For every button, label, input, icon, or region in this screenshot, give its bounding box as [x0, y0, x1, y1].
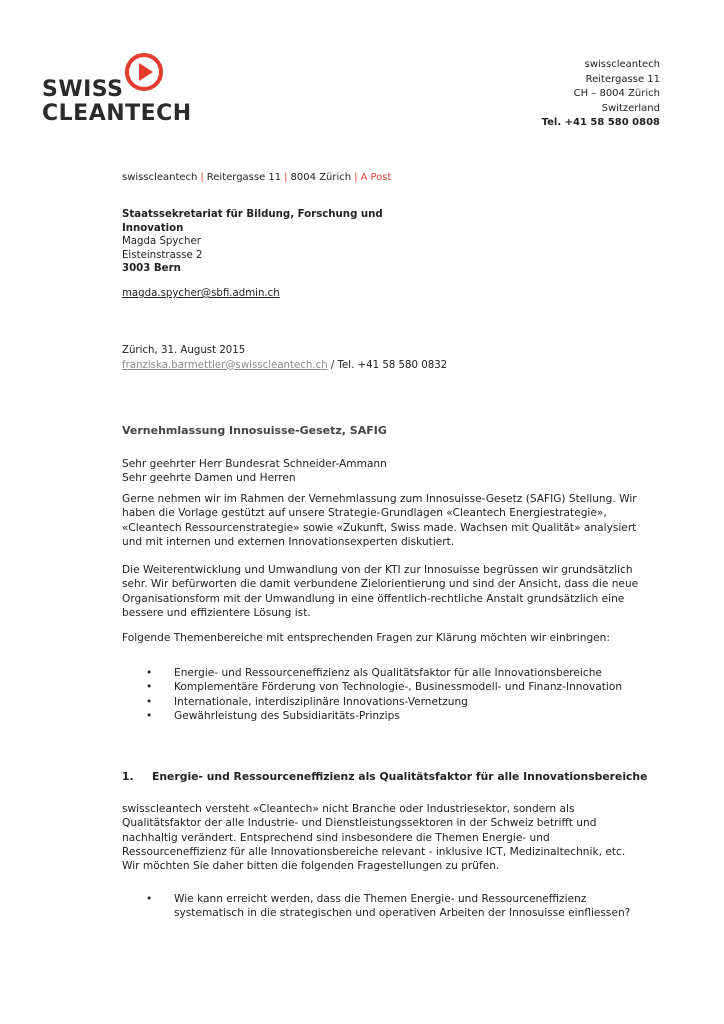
postal-separator: |	[284, 172, 288, 183]
paragraph-cleantech: swisscleantech versteht «Cleantech» nicht Branche oder Industriesektor, sondern als Qualitätsfaktor der alle Industrie- und Dienstleistungssektoren in der Schweiz betrifft und nachhaltig verändert. Entsprechend sind insbesondere die Themen Energie- und Ressourceneffizienz für alle Innovationsbereiche relevant - inklusive ICT, Medizinaltechnik, etc. Wir möchten Sie daher bitten die folgenden Fragestellungen zu prüfen.	[122, 803, 626, 873]
recipient-city: 3003 Bern	[122, 263, 181, 274]
section-number: 1.	[122, 770, 134, 783]
contact-phone: / Tel. +41 58 580 0832	[327, 359, 448, 371]
recipient-person: Magda Spycher	[122, 236, 201, 247]
sender-phone: Tel. +41 58 580 0808	[541, 117, 660, 128]
letter-date: Zürich, 31. August 2015	[122, 345, 246, 356]
list-item: • Internationale, interdisziplinäre Innovations-Vernetzung	[122, 695, 642, 709]
logo-line-2: CLEANTECH	[42, 101, 192, 126]
salutation-line-2: Sehr geehrte Damen und Herren	[122, 472, 296, 485]
list-item: • Gewährleistung des Subsidiaritäts-Prinzips	[122, 709, 642, 723]
postal-separator: |	[200, 172, 204, 183]
section-heading	[122, 770, 647, 783]
recipient-org-line-1: Staatssekretariat für Bildung, Forschung und	[122, 209, 383, 220]
contact-email-link[interactable]: franziska.barmettler@swisscleantech.ch	[122, 359, 328, 371]
sender-country: Switzerland	[601, 102, 660, 114]
sender-name: swisscleantech	[584, 59, 660, 70]
recipient-org-line-2: Innovation	[122, 222, 184, 234]
postal-separator: |	[354, 172, 358, 183]
sender-city: CH – 8004 Zürich	[573, 88, 660, 99]
postal-sender-name: swisscleantech	[122, 172, 198, 183]
contact-line	[122, 359, 447, 374]
salutation	[122, 457, 642, 486]
postal-city: 8004 Zürich	[290, 172, 352, 183]
postal-line	[122, 172, 391, 183]
sender-street: Reitergasse 11	[585, 73, 660, 85]
section-title: Energie- und Ressourceneffizienz als Qualitätsfaktor für alle Innovationsbereiche	[152, 770, 648, 783]
topics-list	[122, 666, 642, 723]
list-item: • Komplementäre Förderung von Technologie-, Businessmodell- und Finanz-Innovation	[122, 680, 642, 694]
postal-street: Reitergasse 11	[206, 172, 282, 183]
salutation-line-1: Sehr geehrter Herr Bundesrat Schneider-Ammann	[122, 458, 387, 470]
letter-subject: Vernehmlassung Innosuisse-Gesetz, SAFIG	[122, 424, 387, 437]
recipient-street: Eisteinstrasse 2	[122, 249, 203, 261]
sender-address	[542, 58, 660, 131]
paragraph-topics-intro: Folgende Themenbereiche mit entsprechenden Fragen zur Klärung möchten wir einbringen:	[122, 632, 610, 644]
list-item: • Energie- und Ressourceneffizienz als Qualitätsfaktor für alle Innovationsbereiche	[122, 666, 642, 680]
recipient-email-link[interactable]: magda.spycher@sbfi.admin.ch	[122, 288, 280, 299]
postal-class: A Post	[360, 172, 392, 183]
paragraph-evaluation: Die Weiterentwicklung und Umwandlung von der KTI zur Innosuisse begrüssen wir grundsätzlich sehr. Wir befürworten die damit verbundene Zielorientierung und sind der Ansicht, dass die neue Organisationsform mit der Umwandlung in eine öffentlich-rechtliche Anstalt grundsätzlich eine bessere und effizientere Lösung ist.	[122, 564, 639, 619]
list-item: • Wie kann erreicht werden, dass die Themen Energie- und Ressourceneffizienz systematisch in die strategischen und operativen Arbeiten der Innosuisse einfliessen?	[122, 892, 642, 921]
recipient-address	[122, 208, 402, 276]
company-logo	[42, 78, 192, 126]
date-block	[122, 344, 447, 373]
questions-list	[122, 892, 642, 921]
logo-line-1: SWISS	[42, 77, 124, 102]
play-icon	[124, 52, 164, 92]
paragraph-intro: Gerne nehmen wir im Rahmen der Vernehmlassung zum Innosuisse-Gesetz (SAFIG) Stellung. Wir haben die Vorlage gestützt auf unsere Strategie-Grundlagen «Cleantech Energiestrategie», «Cleantech Ressourcenstrategie» sowie «Zukunft, Swiss made. Wachsen mit Qualität» analysiert und mit internen und externen Innovationsexperten diskutiert.	[122, 493, 637, 548]
